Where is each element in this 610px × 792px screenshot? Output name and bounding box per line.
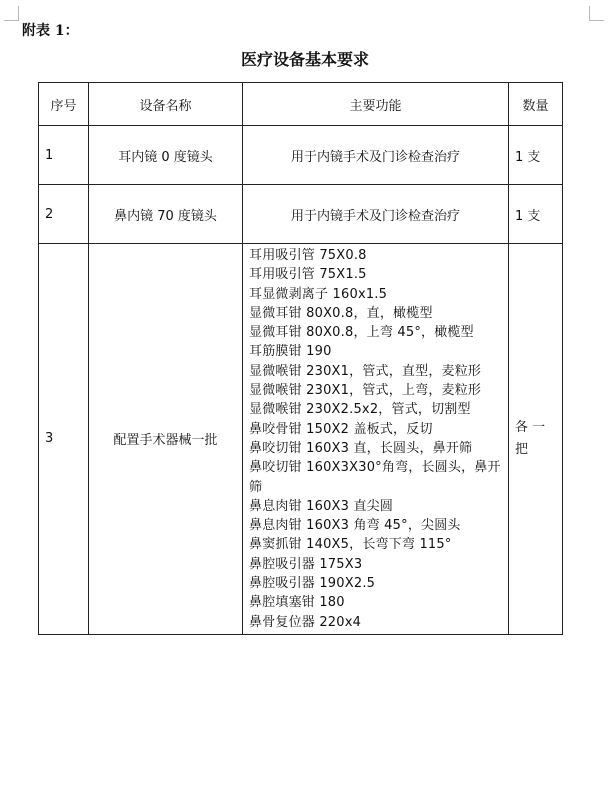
document-title: 医疗设备基本要求 (240, 50, 369, 69)
table-header-row (39, 83, 563, 126)
instrument-item: 显微喉钳 230X2.5x2，管式，切割型 (249, 402, 471, 418)
instrument-item: 鼻息肉钳 160X3 直尖圆 (249, 498, 394, 514)
equipment-requirements-table (38, 82, 563, 635)
instrument-item: 鼻息肉钳 160X3 角弯 45°，尖圆头 (249, 518, 461, 534)
table-row (39, 126, 563, 185)
cell-no: 2 (39, 185, 89, 244)
cell-function: 用于内镜手术及门诊检查治疗 (243, 185, 509, 244)
instrument-item: 显微耳钳 80X0.8，上弯 45°，橄榄型 (249, 325, 474, 341)
cell-function: 用于内镜手术及门诊检查治疗 (243, 126, 509, 185)
table-row (39, 244, 563, 635)
instrument-item: 耳用吸引管 75X1.5 (249, 267, 367, 283)
instrument-item: 鼻腔吸引器 175X3 (249, 556, 363, 572)
instrument-item: 耳显微剥离子 160x1.5 (249, 286, 388, 302)
instrument-item: 鼻咬切钳 160X3 直，长圆头，鼻开筛 (249, 440, 473, 456)
cell-qty: 1 支 (509, 126, 563, 185)
cell-instrument-list (243, 244, 509, 635)
column-header-qty: 数量 (509, 83, 563, 126)
instrument-item: 鼻骨复位器 220x4 (249, 614, 362, 630)
instrument-item: 显微喉钳 230X1，管式，上弯，麦粒形 (249, 383, 482, 399)
column-header-no: 序号 (39, 83, 89, 126)
instrument-list (249, 246, 504, 632)
instrument-item: 鼻腔填塞钳 180 (249, 595, 345, 611)
page-corner-mark-left (4, 6, 19, 21)
table-row (39, 185, 563, 244)
cell-name: 鼻内镜 70 度镜头 (89, 185, 243, 244)
page-corner-mark-right (589, 6, 604, 21)
cell-no: 1 (39, 126, 89, 185)
appendix-label: 附表 1： (22, 23, 79, 39)
cell-name: 配置手术器械一批 (89, 244, 243, 635)
instrument-item: 鼻窦抓钳 140X5，长弯下弯 115° (249, 537, 452, 553)
instrument-item: 鼻咬骨钳 150X2 盖板式，反切 (249, 421, 433, 437)
column-header-function: 主要功能 (243, 83, 509, 126)
instrument-item: 显微耳钳 80X0.8，直，橄榄型 (249, 305, 433, 321)
instrument-item: 显微喉钳 230X1，管式，直型，麦粒形 (249, 363, 482, 379)
cell-name: 耳内镜 0 度镜头 (89, 126, 243, 185)
cell-no: 3 (39, 244, 89, 635)
instrument-item: 耳筋膜钳 190 (249, 344, 332, 360)
cell-qty: 1 支 (509, 185, 563, 244)
instrument-item: 鼻腔吸引器 190X2.5 (249, 576, 376, 592)
instrument-item: 耳用吸引管 75X0.8 (249, 248, 367, 263)
column-header-name: 设备名称 (89, 83, 243, 126)
instrument-item: 鼻咬切钳 160X3X30°角弯，长圆头，鼻开筛 (249, 460, 501, 495)
cell-qty: 各 一把 (509, 244, 563, 635)
